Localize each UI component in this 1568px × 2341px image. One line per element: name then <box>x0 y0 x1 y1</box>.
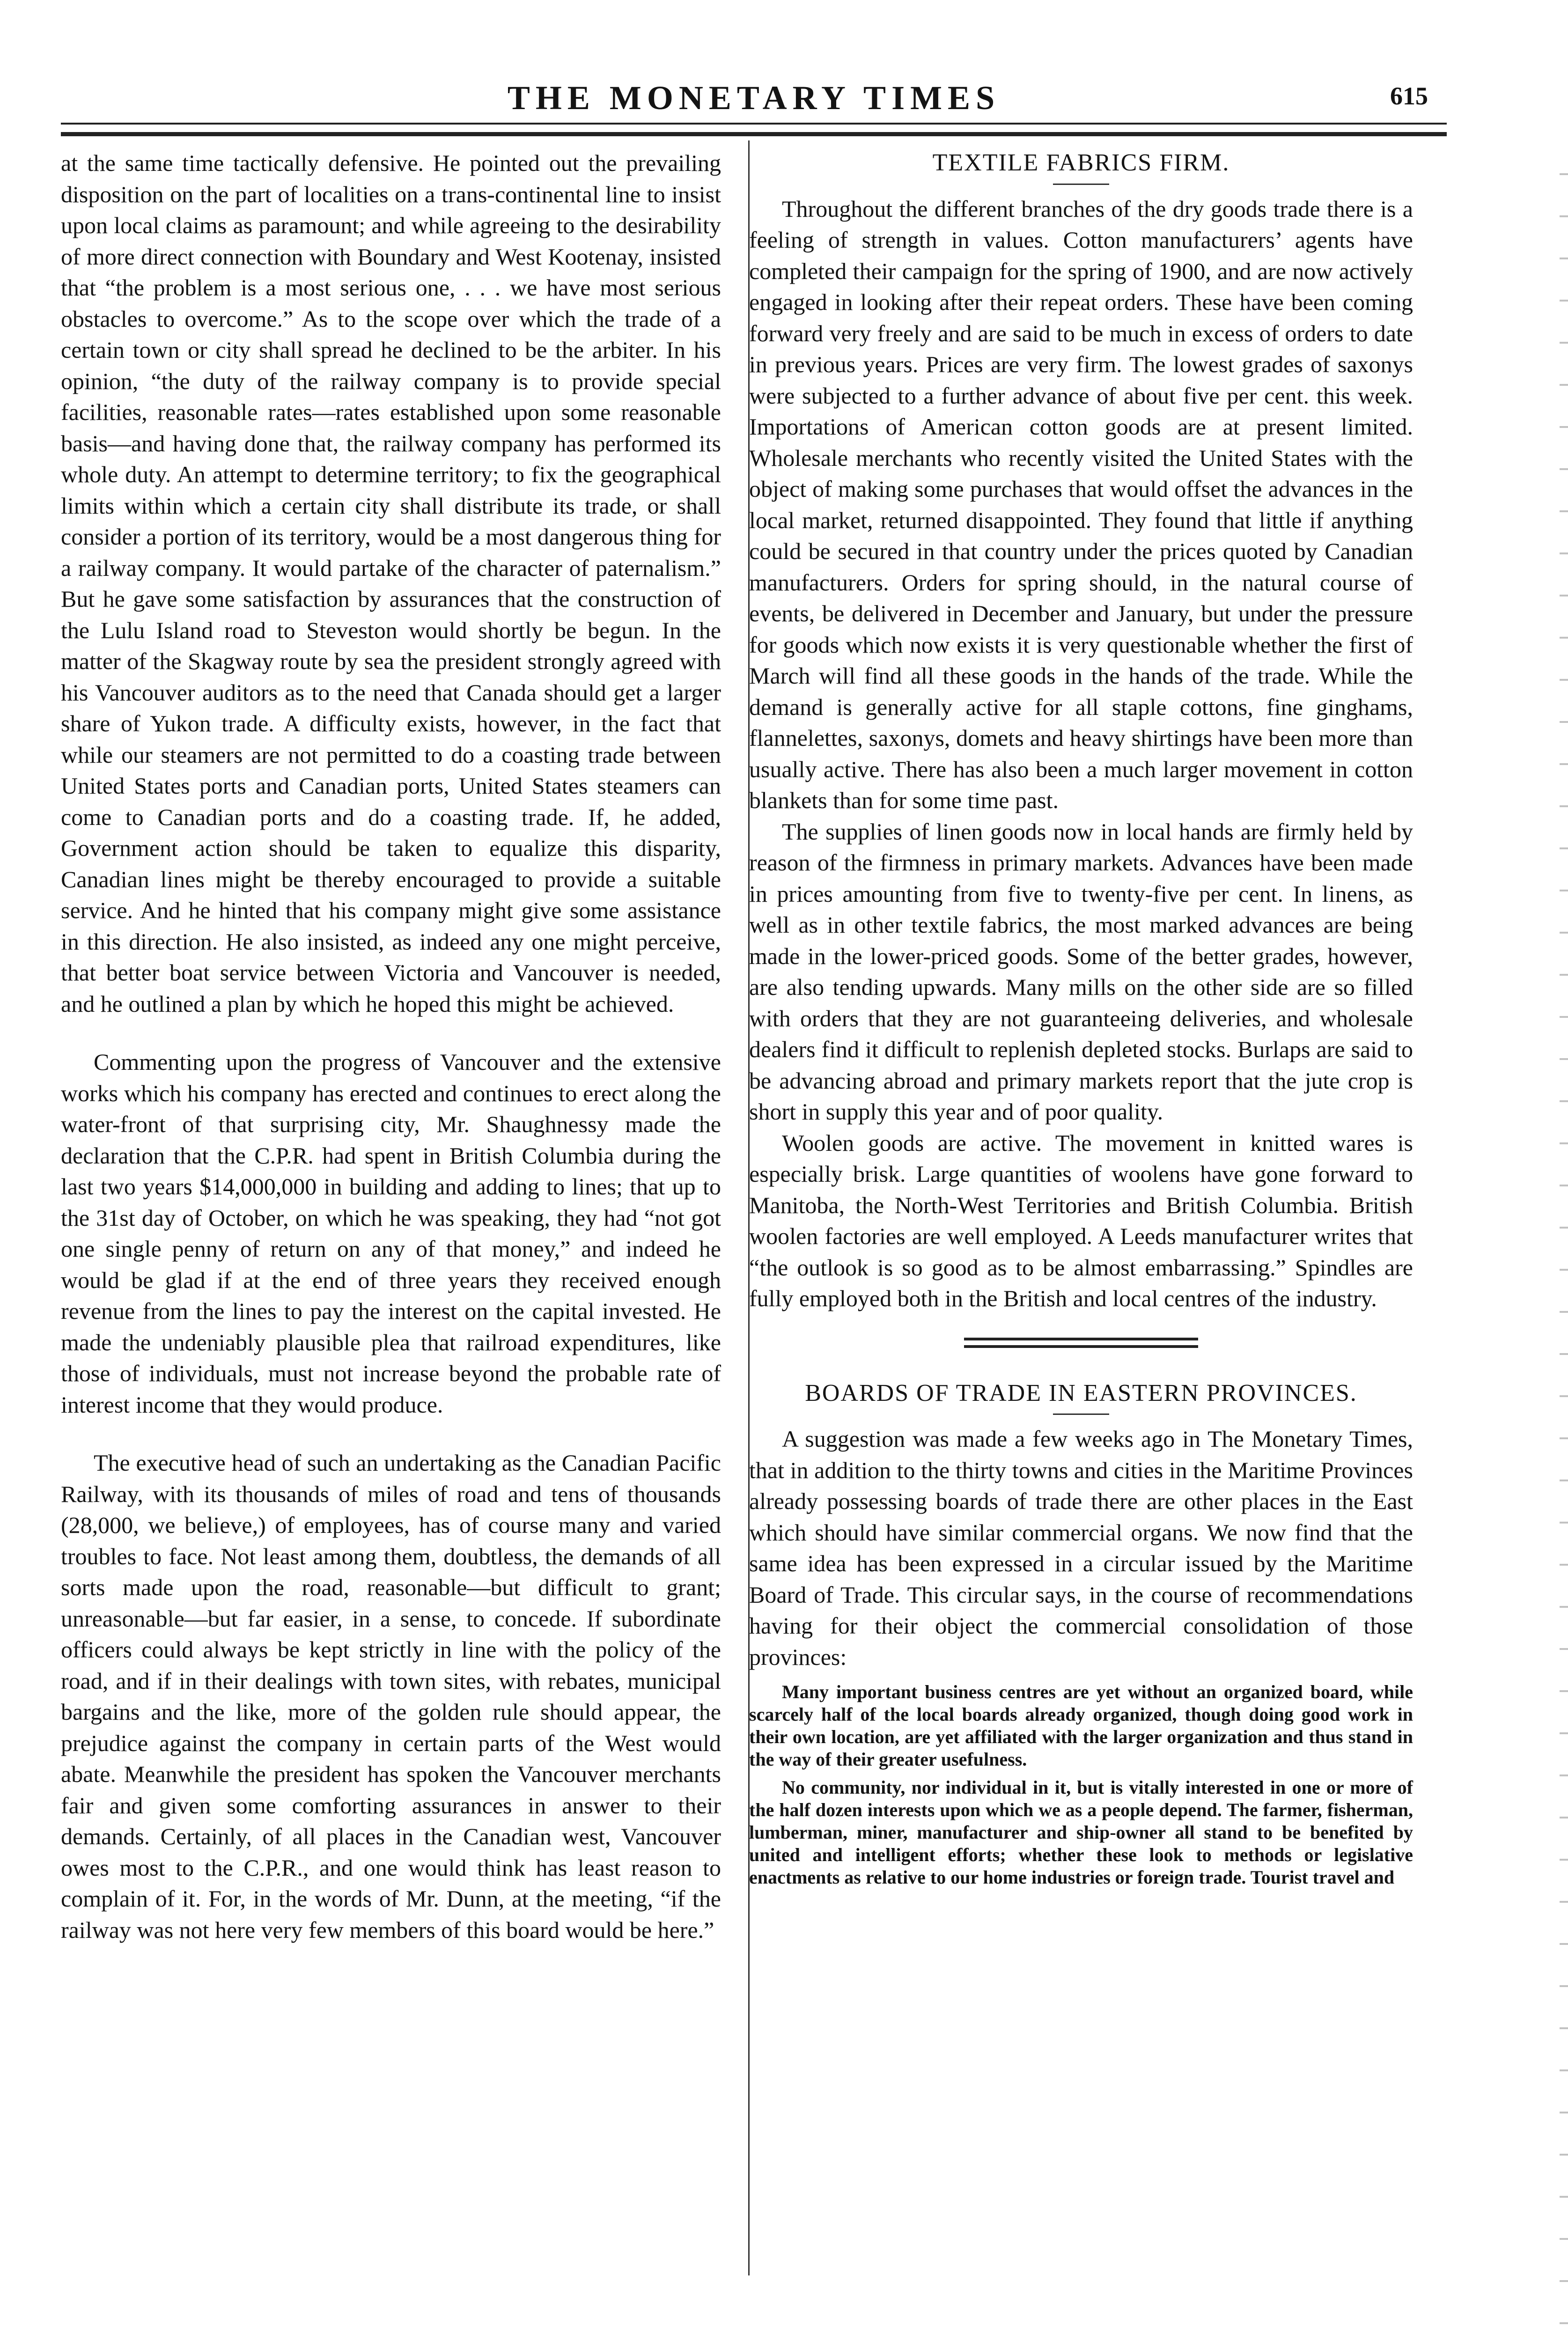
page-edge-marks <box>1560 155 1568 2341</box>
textile-paragraph-3: Woolen goods are active. The movement in knitted wares is especially brisk. Large quantities of woolens have gone forward to Manitoba, the North-West Territories and British Columbia. British woolen factories are well employed. A Leeds manufacturer writes that “the outlook is so good as to be almost embarrassing.” Spindles are fully employed both in the British and local centres of the industry. <box>749 1129 1413 1311</box>
section-divider <box>964 1338 1198 1348</box>
left-paragraph-1: at the same time tactically defensive. He pointed out the prevailing disposition on the part of localities on a trans-continental line to insist upon local claims as paramount; and while agreeing to the desirability of more direct connection with Boundary and West Kootenay, insisted that “the problem is a most serious one, . . . we have most serious obstacles to overcome.” As to the scope over which the trade of a certain town or city shall spread he declined to be the arbiter. In his opinion, “the duty of the railway company is to provide special facilities, reasonable rates—rates established upon some reasonable basis—and having done that, the railway company has performed its whole duty. An attempt to determine territory; to fix the geographical limits within which a certain city shall distribute its trade, or shall consider a portion of its territory, would be a most dangerous thing for a railway company. It would partake of the character of paternalism.” But he gave some satisfaction by assurances that the construction of the Lulu Island road to Steveston would shortly be begun. In the matter of the Skagway route by sea the president strongly agreed with his Vancouver auditors as to the need that Canada should get a larger share of Yukon trade. A difficulty exists, however, in the fact that while our steamers are not permitted to do a coasting trade between United States ports and Canadian ports, United States steamers can come to Canadian ports and do a coasting trade. If, he added, Government action should be taken to equalize this disparity, Canadian lines might be thereby encouraged to provide a suitable service. And he hinted that his company might give some assistance in this direction. He also insisted, as indeed any one might perceive, that better boat service between Victoria and Vancouver is needed, and he outlined a plan by which he hoped this might be achieved. <box>61 150 721 1017</box>
left-column <box>61 147 721 1945</box>
page-header <box>61 70 1447 122</box>
left-paragraph-2: Commenting upon the progress of Vancouver and the extensive works which his company has erected and continues to erect along the water-front of that surprising city, Mr. Shaughnessy made the declaration that the C.P.R. had spent in British Columbia during the last two years $14,000,000 in building and adding to lines; that up to the 31st day of October, on which he was speaking, they had “not got one single penny of return on any of that money,” and indeed he would be glad if at the end of three years they received enough revenue from the lines to pay the interest on the capital invested. He made the undeniably plausible plea that railroad expenditures, like those of individuals, must not increase beyond the probable rate of interest income that they would produce. <box>61 1049 721 1418</box>
left-paragraph-3: The executive head of such an undertaking as the Canadian Pacific Railway, with its thousands of miles of road and tens of thousands (28,000, we believe,) of employees, has of course many and varied troubles to face. Not least among them, doubtless, the demands of all sorts made upon the road, reasonable—but difficult to grant; unreasonable—but far easier, in a sense, to concede. If subordinate officers could always be kept strictly in line with the policy of the road, and if in their dealings with town sites, with rebates, municipal bargains and the like, more of the golden rule should appear, the prejudice against the company in certain parts of the West would abate. Meanwhile the president has spoken the Vancouver merchants fair and given some comforting assurances in answer to their demands. Certainly, of all places in the Canadian west, Vancouver owes most to the C.P.R., and one would think has least reason to complain of it. For, in the words of Mr. Dunn, at the meeting, “if the railway was not here very few members of this board would be here.” <box>61 1450 721 1943</box>
page-number: 615 <box>1390 82 1428 110</box>
masthead: THE MONETARY TIMES <box>507 79 1001 117</box>
boards-intro: A suggestion was made a few weeks ago in The Monetary Times, that in addition to the thirty towns and cities in the Maritime Provinces already possessing boards of trade there are other places in the East which should have similar commercial organs. We now find that the same idea has been expressed in a circular issued by the Maritime Board of Trade. This circular says, in the course of recommendations having for their object the commercial consolidation of those provinces: <box>749 1426 1413 1670</box>
right-column <box>749 147 1413 1889</box>
textile-heading: TEXTILE FABRICS FIRM. <box>932 149 1230 176</box>
boards-quote-1: Many important business centres are yet without an organized board, while scarcely half of the local boards already organized, though doing good work in their own location, are yet affiliated with the larger organization and thus stand in the way of their greater usefulness. <box>749 1681 1413 1770</box>
header-rule-thick <box>61 132 1447 136</box>
textile-heading-rule <box>1053 184 1109 185</box>
boards-heading-rule <box>1053 1413 1109 1415</box>
boards-quote-2: No community, nor individual in it, but is vitally interested in one or more of the half dozen interests upon which we as a people depend. The farmer, fisherman, lumberman, miner, manufacturer and ship-owner all stand to be benefited by united and intelligent efforts; whether these look to methods or legislative enactments as relative to our home industries or foreign trade. Tourist travel and <box>749 1777 1413 1888</box>
header-rule-thin <box>61 123 1447 125</box>
textile-paragraph-2: The supplies of linen goods now in local hands are firmly held by reason of the firmness in primary markets. Advances have been made in prices amounting from five to twenty-five per cent. In linens, as well as in other textile fabrics, the most marked advances are being made in the lower-priced goods. Some of the better grades, however, are also tending upwards. Many mills on the other side are so filled with orders that they are not guaranteeing deliveries, and wholesale dealers find it difficult to replenish depleted stocks. Burlaps are said to be advancing abroad and primary markets report that the jute crop is short in supply this year and of poor quality. <box>749 818 1413 1125</box>
textile-paragraph-1: Throughout the different branches of the dry goods trade there is a feeling of strength in values. Cotton manufacturers’ agents have completed their campaign for the spring of 1900, and are now actively engaged in looking after their repeat orders. These have been coming forward very freely and are said to be much in excess of orders to date in previous years. Prices are very firm. The lowest grades of saxonys were subjected to a further advance of about five per cent. this week. Importations of American cotton goods are at present limited. Wholesale merchants who recently visited the United States with the object of making some purchases that would offset the advances in the local market, returned disappointed. They found that little if anything could be secured in that country under the prices quoted by Canadian manufacturers. Orders for spring should, in the natural course of events, be delivered in December and January, but under the pressure for goods which now exists it is very questionable whether the first of March will find all these goods in the hands of the trade. While the demand is generally active for all staple cottons, fine ginghams, flannelettes, saxonys, domets and heavy shirtings have been more than usually active. There has also been a much larger movement in cotton blankets than for some time past. <box>749 195 1413 813</box>
boards-heading: BOARDS OF TRADE IN EASTERN PROVINCES. <box>805 1379 1357 1406</box>
